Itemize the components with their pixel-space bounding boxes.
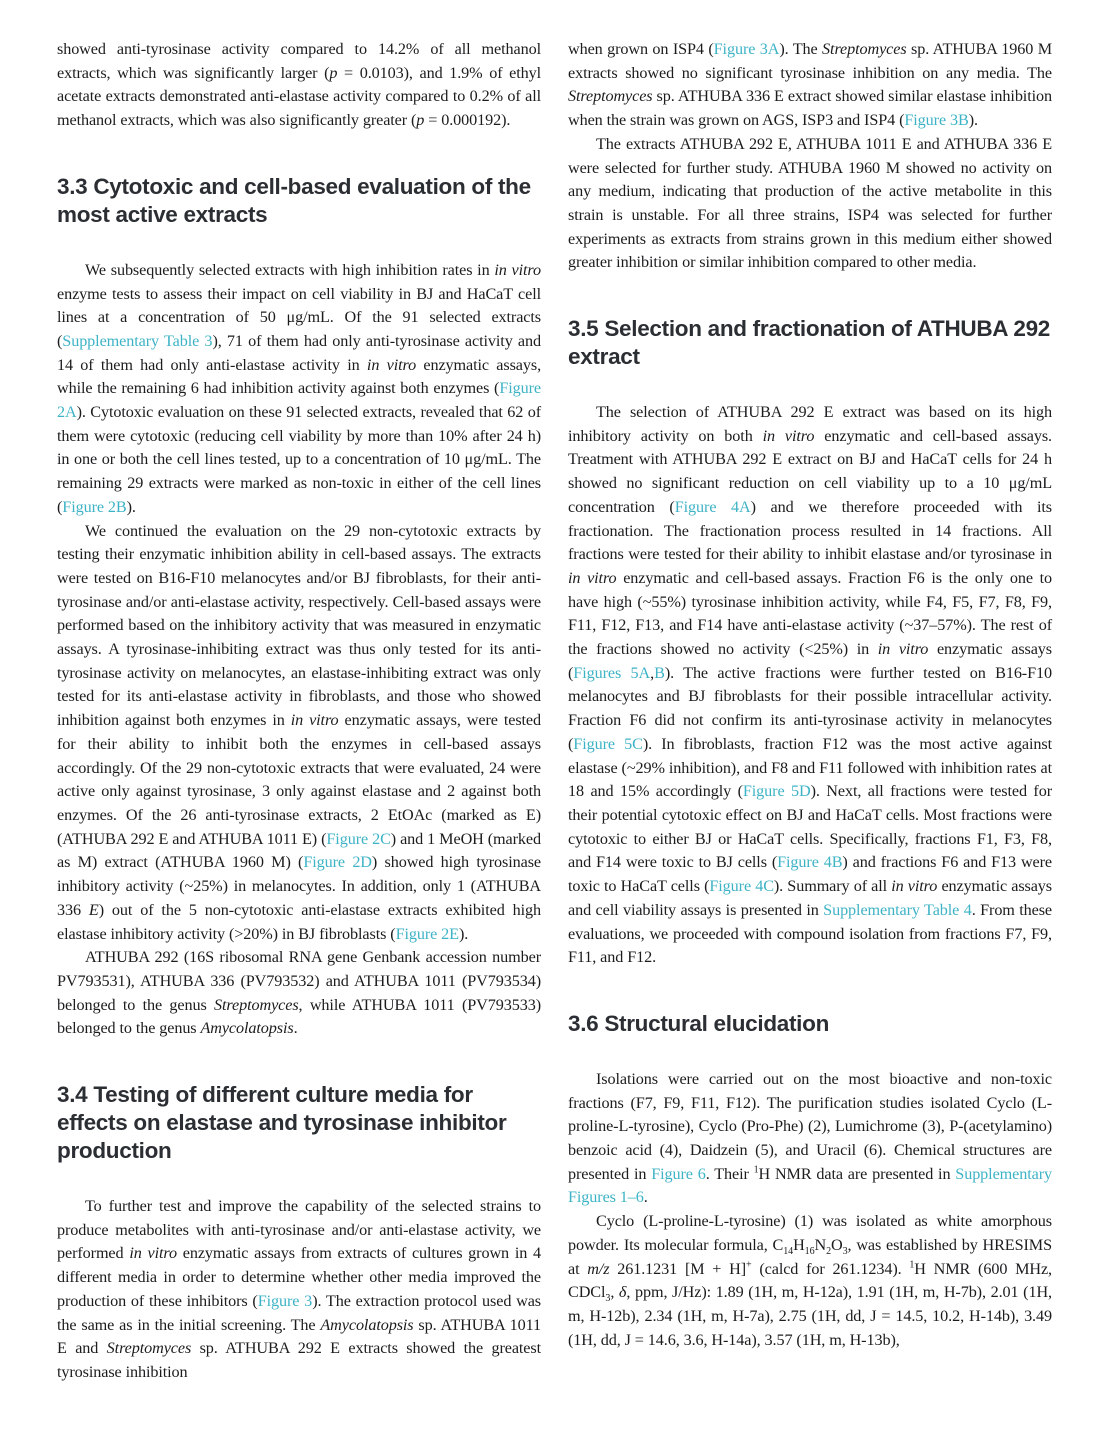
cross-reference-link[interactable]: Supplementary Figures 1–6: [568, 1164, 1052, 1207]
italic-text: δ: [618, 1283, 627, 1302]
section-heading-3-5: 3.5 Selection and fractionation of ATHUBA 292 extract: [568, 316, 1050, 370]
cross-reference-link[interactable]: Figure 3: [257, 1291, 313, 1310]
subscript-text: 2: [826, 1246, 832, 1258]
cross-reference-link[interactable]: Figure 5D: [742, 782, 811, 801]
left-column: [57, 38, 541, 1440]
italic-text: Streptomyces: [822, 40, 907, 58]
italic-text: Amycolatopsis: [320, 1315, 414, 1334]
italic-text: Streptomyces: [106, 1339, 192, 1358]
body-text: ) and fractions F6 and F13 were toxic to HaCaT cells (: [568, 853, 1052, 896]
italic-text: in vitro: [568, 568, 617, 587]
body-text: ). Next, all fractions were tested for their potential cytotoxic effect on BJ and HaCaT cells. Most fractions were cytotoxic to either BJ or HaCaT cells. Specifically, fractions F1, F3, F8, and F14 were toxic to BJ cells (: [568, 782, 1052, 872]
paragraph: [57, 946, 541, 1041]
body-text: ).: [458, 924, 469, 943]
body-text: Isolations were carried out on the most bioactive and non-toxic fractions (F7, F9, F11, F12). The purification studies isolated Cyclo (L-proline-L-tyrosine), Cyclo (Pro-Phe) (2), Lumichrome (3), P-(acetylamino) benzoic acid (4), Daidzein (5), and Uracil (6). Chemical structures are presented in: [568, 1069, 1052, 1183]
body-text: N: [814, 1235, 827, 1254]
cross-reference-link[interactable]: Figure 3B: [904, 111, 969, 130]
body-text: enzymatic and cell-based assays. Fraction F6 is the only one to have high (~55%) tyrosinase inhibition activity, while F4, F5, F7, F8, F9, F11, F12, F13, and F14 have anti-elastase activity (~37–57%). The rest of the fractions showed no activity (<25%) in: [568, 568, 1052, 659]
body-text: ) and 1 MeOH (marked as M) extract (ATHUBA 1960 M) (: [57, 829, 541, 872]
italic-text: in vitro: [877, 640, 929, 659]
superscript-text: 1: [909, 1259, 915, 1271]
body-text: , ppm, J/Hz): 1.89 (1H, m, H-12a), 1.91 (1H, m, H-7b), 2.01 (1H, m, H-12b), 2.34 (1H, m, H-7a), 2.75 (1H, dd, J = 14.5, 10.2, H-14b), 3.49 (1H, dd, J = 14.6, 3.6, H-14a), 3.57 (1H, m, H-13b),: [568, 1283, 1052, 1349]
paragraph-continuation: [57, 38, 541, 133]
body-text: H NMR data are presented in: [758, 1164, 956, 1183]
cross-reference-link[interactable]: Figure 5C: [573, 734, 643, 753]
section-heading-3-4: 3.4 Testing of different culture media for effects on elastase and tyrosinase inhibitor production: [57, 1082, 507, 1164]
body-text: .: [293, 1019, 298, 1038]
paragraph: [57, 259, 541, 520]
italic-text: in vitro: [762, 426, 815, 445]
body-text: .: [643, 1188, 648, 1207]
cross-reference-link[interactable]: Figure 4B: [777, 853, 843, 872]
body-text: H: [793, 1235, 805, 1254]
body-text: ,: [650, 663, 655, 682]
body-text: ) and we therefore proceeded with its fractionation. The fractionation process resulted in 14 fractions. All fractions were tested for their ability to inhibit elastase and/or tyrosinase in: [568, 497, 1052, 564]
paragraph: [568, 133, 1052, 275]
paragraph: [57, 1195, 541, 1385]
italic-text: Amycolatopsis: [200, 1019, 294, 1038]
body-text: O: [831, 1235, 843, 1254]
body-text: enzymatic assays, while the remaining 6 had inhibition activity against both enzymes (: [57, 355, 542, 398]
body-text: We continued the evaluation on the 29 non-cytotoxic extracts by testing their enzymatic inhibition ability in cell-based assays. The extracts were tested on B16-F10 melanocytes and/or BJ fibroblasts, for their anti-tyrosinase and/or anti-elastase activity, respectively. Cell-based assays were performed based on the inhibitory activity that was measured in enzymatic assays. A tyrosinase-inhibiting extract was thus only tested for its anti-tyrosinase activity on melanocytes, an elastase-inhibiting extract was only tested for its anti-elastase activity in fibroblasts, and those who showed inhibition against both enzymes in: [57, 521, 541, 730]
body-text: The extracts ATHUBA 292 E, ATHUBA 1011 E and ATHUBA 336 E were selected for further study. ATHUBA 1960 M showed no activity on any medium, indicating that production of the active metabolite in this strain is unstable. For all three strains, ISP4 was selected for further experiments as extracts from strains grown in this medium either showed greater inhibition or similar inhibition compared to other media.: [568, 134, 1052, 272]
cross-reference-link[interactable]: Supplementary Table 4: [823, 900, 972, 919]
italic-text: p: [416, 111, 425, 130]
body-text: ). Cytotoxic evaluation on these 91 selected extracts, revealed that 62 of them were cytotoxic (reducing cell viability by more than 10% after 24 h) in one or both the cell lines tested, up to a concentration of 10 μg/mL. The remaining 29 extracts were marked as non-toxic in either of the cell lines (: [57, 403, 541, 516]
paragraph: [568, 1210, 1052, 1352]
italic-text: E: [88, 900, 99, 919]
body-text: sp. ATHUBA 1960 M extracts showed no significant tyrosinase inhibition on any media. The: [568, 40, 1052, 82]
section-heading-3-6: 3.6 Structural elucidation: [568, 1010, 830, 1036]
body-text: ). The active fractions were further tested on B16-F10 melanocytes and BJ fibroblasts for their possible intracellular activity. Fraction F6 did not confirm its anti-tyrosinase activity in melanocytes (: [568, 663, 1052, 753]
italic-text: in vitro: [290, 711, 339, 730]
cross-reference-link[interactable]: Figure 4C: [709, 877, 774, 896]
body-text: showed anti-tyrosinase activity compared to 14.2% of all methanol extracts, which was significantly larger (: [57, 40, 541, 82]
body-text: sp. ATHUBA 292 E extracts showed the greatest tyrosinase inhibition: [57, 1339, 541, 1381]
body-text: . Their: [705, 1164, 754, 1183]
body-text: = 0.0103), and 1.9% of ethyl acetate extracts demonstrated anti-elastase activity compared to 0.2% of all methanol extracts, which was also significantly greater (: [57, 63, 541, 130]
body-text: ATHUBA 292 (16S ribosomal RNA gene Genbank accession number PV793531), ATHUBA 336 (PV793532) and ATHUBA 1011 (PV793534) belonged to the genus: [57, 948, 541, 1014]
body-text: enzymatic assays and cell viability assays is presented in: [568, 877, 1053, 919]
superscript-text: +: [746, 1259, 752, 1271]
paragraph: [568, 401, 1052, 970]
body-text: H NMR (600 MHz, CDCl: [568, 1259, 1053, 1302]
cross-reference-link[interactable]: Figure 2C: [326, 829, 391, 848]
body-text: ), 71 of them had only anti-tyrosinase activity and 14 of them had only anti-elastase activity in: [57, 331, 542, 374]
cross-reference-link[interactable]: Figure 4A: [674, 497, 751, 516]
body-text: enzymatic assays from extracts of cultures grown in 4 different media in order to determine whether other media improved the production of these inhibitors (: [57, 1244, 541, 1310]
cross-reference-link[interactable]: Figure 2B: [62, 497, 127, 516]
cross-reference-link[interactable]: Figure 2E: [395, 924, 459, 943]
body-text: ). The extraction protocol used was the same as in the initial screening. The: [57, 1291, 542, 1334]
paragraph-continuation: [568, 38, 1052, 133]
body-text: ). In fibroblasts, fraction F12 was the most active against elastase (~29% inhibition), and F8 and F11 followed with inhibition rates at 18 and 15% accordingly (: [568, 734, 1052, 801]
body-text: enzymatic assays, were tested for their ability to inhibit both the enzymes in cell-based assays accordingly. Of the 29 non-cytotoxic extracts that were evaluated, 24 were active only against tyrosinase, 3 only against elastase and 2 against both enzymes. Of the 26 anti-tyrosinase extracts, 2 EtOAc (marked as E) (ATHUBA 292 E and ATHUBA 1011 E) (: [57, 711, 541, 848]
body-text: , while ATHUBA 1011 (PV793533) belonged to the genus: [57, 995, 541, 1038]
subscript-text: 3: [605, 1293, 611, 1305]
paragraph: [57, 520, 541, 947]
cross-reference-link[interactable]: Supplementary Table 3: [62, 331, 213, 350]
italic-text: Streptomyces: [214, 995, 299, 1014]
body-text: ).: [126, 497, 136, 516]
italic-text: in vitro: [494, 260, 542, 279]
cross-reference-link[interactable]: Figure 2D: [303, 853, 372, 872]
body-text: ,: [610, 1283, 619, 1302]
italic-text: in vitro: [129, 1244, 177, 1263]
cross-reference-link[interactable]: B: [654, 663, 665, 682]
subscript-text: 16: [804, 1246, 815, 1258]
right-column: [568, 38, 1052, 1440]
italic-text: in vitro: [891, 877, 938, 896]
body-text: , was established by HRESIMS at: [568, 1235, 1052, 1278]
superscript-text: 1: [753, 1164, 759, 1176]
body-text: enzyme tests to assess their impact on cell viability in BJ and HaCaT cell lines at a concentration of 50 μg/mL. Of the 91 selected extracts (: [57, 284, 541, 350]
body-text: sp. ATHUBA 1011 E and: [57, 1315, 541, 1358]
cross-reference-link[interactable]: Figure 6: [651, 1164, 706, 1183]
body-text: ). Summary of all: [773, 877, 892, 896]
italic-text: m/z: [587, 1259, 610, 1278]
italic-text: in vitro: [366, 355, 417, 374]
cross-reference-link[interactable]: Figure 2A: [57, 379, 541, 422]
body-text: ) out of the 5 non-cytotoxic anti-elastase extracts exhibited high elastase inhibitory activity (>20%) in BJ fibroblasts (: [57, 900, 541, 943]
body-text: = 0.000192).: [424, 111, 511, 130]
body-text: ). The: [779, 40, 823, 58]
cross-reference-link[interactable]: Figures 5A: [573, 663, 651, 682]
body-text: enzymatic assays (: [568, 640, 1052, 682]
body-text: enzymatic and cell-based assays. Treatment with ATHUBA 292 E extract on BJ and HaCaT cells for 24 h showed no significant reduction on cell viability up to a 10 μg/mL concentration (: [568, 426, 1053, 516]
italic-text: Streptomyces: [568, 87, 653, 106]
body-text: (calcd for 261.1234).: [751, 1259, 910, 1278]
cross-reference-link[interactable]: Figure 3A: [713, 40, 780, 58]
italic-text: p: [329, 63, 338, 82]
body-text: sp. ATHUBA 336 E extract showed similar elastase inhibition when the strain was grown on AGS, ISP3 and ISP4 (: [568, 87, 1052, 130]
body-text: ) showed high tyrosinase inhibitory activity (~25%) in melanocytes. In addition, only 1 (ATHUBA 336: [57, 853, 541, 919]
body-text: To further test and improve the capability of the selected strains to produce metabolites with anti-tyrosinase and/or anti-elastase activity, we performed: [57, 1197, 541, 1263]
section-heading-3-3: 3.3 Cytotoxic and cell-based evaluation of the most active extracts: [57, 173, 531, 227]
body-text: when grown on ISP4 (: [568, 40, 714, 58]
subscript-text: 3: [842, 1246, 848, 1258]
body-text: The selection of ATHUBA 292 E extract was based on its high inhibitory activity on both: [568, 403, 1052, 445]
body-text: We subsequently selected extracts with high inhibition rates in: [85, 260, 495, 279]
paragraph: [568, 1068, 1052, 1210]
subscript-text: 14: [783, 1246, 794, 1258]
body-text: ).: [968, 111, 978, 130]
body-text: 261.1231 [M + H]: [609, 1259, 747, 1278]
body-text: . From these evaluations, we proceeded with compound isolation from fractions F7, F9, F11, and F12.: [568, 900, 1053, 967]
body-text: Cyclo (L-proline-L-tyrosine) (1) was isolated as white amorphous powder. Its molecular formula, C: [568, 1212, 1052, 1254]
